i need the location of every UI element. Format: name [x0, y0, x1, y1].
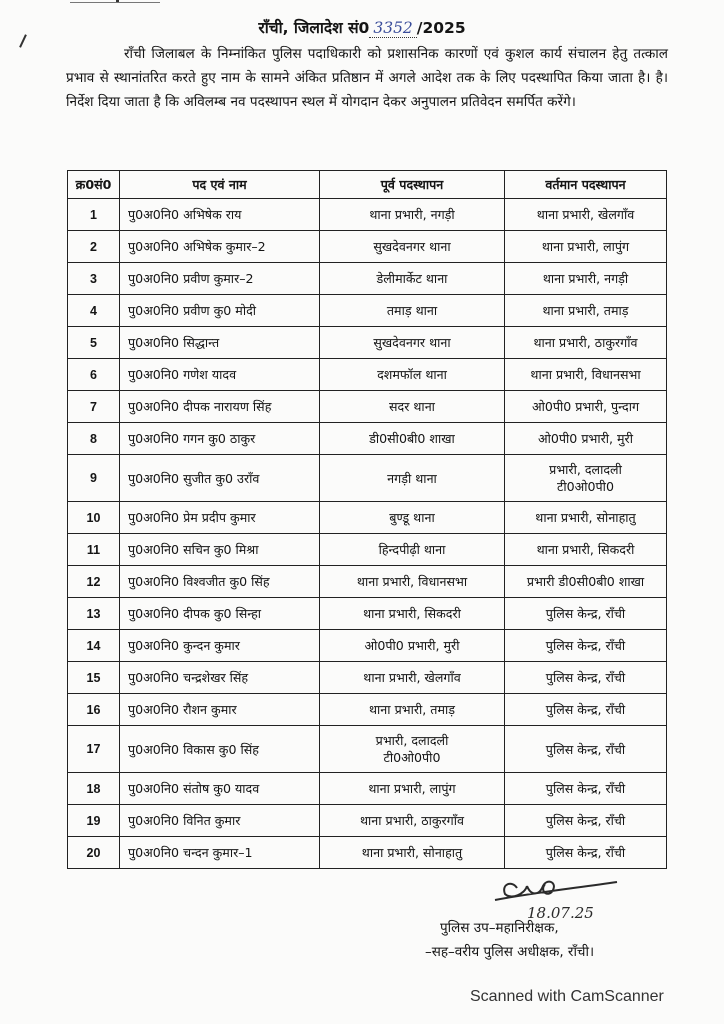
cell-current-posting [505, 694, 667, 726]
table-row [68, 263, 667, 295]
table-row [68, 327, 667, 359]
cell-name-text: पु0अ0नि0 चन्द्रशेखर सिंह [128, 670, 249, 685]
heading-suffix: /2025 [416, 19, 466, 37]
table-header-row [68, 171, 667, 199]
cell-current-posting-text: थाना प्रभारी, विधानसभा [530, 367, 641, 382]
cell-serial-text: 17 [86, 742, 101, 756]
cell-current-posting [505, 805, 667, 837]
order-heading [0, 16, 724, 38]
cell-previous-posting [320, 694, 505, 726]
cell-previous-posting [320, 773, 505, 805]
cell-serial-text: 5 [90, 335, 97, 350]
cell-previous-posting-text: हिन्दपीढ़ी थाना [378, 542, 446, 557]
table-row [68, 773, 667, 805]
order-number: 3352 [369, 19, 416, 38]
table-row [68, 694, 667, 726]
cell-serial-text: 7 [90, 399, 97, 414]
cell-serial [68, 566, 120, 598]
cell-name [120, 423, 320, 455]
cell-current-posting-text: थाना प्रभारी, तमाड़ [542, 303, 629, 318]
cell-previous-posting-text: नगड़ी थाना [387, 470, 437, 486]
cell-serial [68, 359, 120, 391]
cell-previous-posting-text: थाना प्रभारी, ठाकुरगाँव [359, 813, 465, 828]
table-row [68, 630, 667, 662]
cell-previous-posting-text: दशमफॉल थाना [377, 367, 447, 382]
cell-serial-text: 4 [90, 303, 97, 318]
cell-previous-posting [320, 263, 505, 295]
cell-current-posting [505, 327, 667, 359]
cell-previous-posting-text: थाना प्रभारी, तमाड़ [369, 702, 455, 717]
cell-serial [68, 805, 120, 837]
cell-current-posting [505, 662, 667, 694]
table-row [68, 662, 667, 694]
cell-name-text: पु0अ0नि0 गगन कु0 ठाकुर [128, 431, 256, 446]
cell-current-posting [505, 423, 667, 455]
cell-serial-text: 15 [86, 670, 101, 685]
cell-name-text: पु0अ0नि0 प्रवीण कुमार–2 [128, 271, 254, 286]
cell-current-posting-text: थाना प्रभारी, नगड़ी [542, 271, 629, 286]
cell-current-posting [505, 295, 667, 327]
cell-name-text: पु0अ0नि0 अभिषेक कुमार–2 [128, 239, 266, 254]
table-row [68, 391, 667, 423]
top-rule [70, 0, 160, 3]
cell-previous-posting-text: प्रभारी, दलादली [375, 733, 449, 748]
cell-previous-posting-text: सुखदेवनगर थाना [373, 335, 451, 350]
cell-previous-posting-text: थाना प्रभारी, खेलगाँव [363, 670, 461, 685]
cell-current-posting-text: पुलिस केन्द्र, राँची [545, 813, 626, 828]
cell-name [120, 566, 320, 598]
transfer-table [67, 170, 667, 869]
table-row [68, 455, 667, 502]
cell-current-posting-text: ओ0पी0 प्रभारी, पुन्दाग [531, 399, 640, 414]
header-previous-posting: पूर्व पदस्थापन [320, 171, 505, 199]
cell-current-posting [505, 598, 667, 630]
cell-name-text: पु0अ0नि0 अभिषेक राय [128, 207, 242, 222]
signature-date: 18.07.25 [527, 904, 594, 922]
cell-current-posting-text: ओ0पी0 प्रभारी, मुरी [538, 431, 633, 446]
cell-name [120, 263, 320, 295]
table-row [68, 534, 667, 566]
cell-previous-posting-text: डी0सी0बी0 शाखा [369, 431, 455, 446]
cell-current-posting-text: पुलिस केन्द्र, राँची [545, 845, 626, 860]
table-row [68, 359, 667, 391]
cell-current-posting-text: थाना प्रभारी, लापुंग [541, 239, 630, 254]
cell-previous-posting [320, 391, 505, 423]
cell-name-text: पु0अ0नि0 रौशन कुमार [128, 702, 237, 717]
cell-current-posting-text: पुलिस केन्द्र, राँची [545, 781, 626, 796]
cell-previous-posting-text: थाना प्रभारी, लापुंग [368, 781, 456, 796]
cell-previous-posting [320, 199, 505, 231]
cell-name-text: पु0अ0नि0 विश्वजीत कु0 सिंह [128, 574, 270, 589]
cell-current-posting [505, 359, 667, 391]
header-serial: क्र0सं0 [68, 171, 120, 199]
cell-current-posting [505, 837, 667, 869]
cell-name [120, 534, 320, 566]
cell-current-posting [505, 231, 667, 263]
cell-previous-posting [320, 662, 505, 694]
cell-serial-text: 9 [90, 471, 97, 485]
cell-name [120, 327, 320, 359]
cell-serial-text: 16 [86, 702, 101, 717]
cell-name-text: पु0अ0नि0 कुन्दन कुमार [128, 638, 240, 653]
signatory-designation-2: –सह–वरीय पुलिस अधीक्षक, राँची। [425, 944, 595, 960]
cell-serial-text: 20 [86, 845, 101, 860]
cell-serial-text: 19 [86, 813, 101, 828]
cell-current-posting-text: पुलिस केन्द्र, राँची [545, 638, 626, 653]
cell-previous-posting [320, 295, 505, 327]
cell-current-posting-text: थाना प्रभारी, खेलगाँव [536, 207, 635, 222]
cell-current-posting-text: पुलिस केन्द्र, राँची [545, 741, 626, 757]
cell-current-posting [505, 199, 667, 231]
cell-name [120, 598, 320, 630]
table-row [68, 199, 667, 231]
cell-name [120, 231, 320, 263]
cell-serial-text: 2 [90, 239, 97, 254]
cell-previous-posting [320, 630, 505, 662]
cell-serial [68, 630, 120, 662]
cell-name [120, 805, 320, 837]
cell-current-posting-text: टी0ओ0पी0 [557, 479, 614, 494]
top-mark [116, 0, 119, 2]
cell-serial [68, 263, 120, 295]
heading-prefix: राँची, जिलादेश सं0 [258, 19, 370, 37]
cell-current-posting [505, 773, 667, 805]
table-row [68, 231, 667, 263]
cell-serial-text: 8 [90, 431, 97, 446]
cell-name-text: पु0अ0नि0 विनित कुमार [128, 813, 241, 828]
cell-name-text: पु0अ0नि0 प्रेम प्रदीप कुमार [128, 510, 256, 525]
cell-previous-posting [320, 805, 505, 837]
cell-previous-posting [320, 231, 505, 263]
cell-previous-posting-text: ओ0पी0 प्रभारी, मुरी [364, 638, 460, 653]
signatory-designation-1: पुलिस उप–महानिरीक्षक, [440, 920, 559, 936]
cell-previous-posting-text: डेलीमार्केट थाना [376, 271, 448, 286]
cell-previous-posting [320, 534, 505, 566]
cell-current-posting [505, 502, 667, 534]
cell-name [120, 726, 320, 773]
cell-current-posting-text: पुलिस केन्द्र, राँची [545, 670, 626, 685]
cell-current-posting [505, 455, 667, 502]
cell-name-text: पु0अ0नि0 दीपक नारायण सिंह [128, 399, 272, 414]
cell-name [120, 295, 320, 327]
cell-previous-posting [320, 598, 505, 630]
cell-current-posting-text: थाना प्रभारी, ठाकुरगाँव [533, 335, 638, 350]
cell-previous-posting-text: थाना प्रभारी, सिकदरी [363, 606, 461, 621]
cell-serial [68, 199, 120, 231]
cell-name [120, 773, 320, 805]
cell-previous-posting-text: तमाड़ थाना [386, 303, 438, 318]
cell-serial-text: 6 [90, 367, 97, 382]
cell-name-text: पु0अ0नि0 सिद्धान्त [128, 335, 220, 350]
cell-name-text: पु0अ0नि0 दीपक कु0 सिन्हा [128, 606, 262, 621]
cell-current-posting [505, 391, 667, 423]
cell-name-text: पु0अ0नि0 सचिन कु0 मिश्रा [128, 542, 259, 557]
cell-serial [68, 534, 120, 566]
cell-name [120, 199, 320, 231]
cell-serial [68, 694, 120, 726]
cell-serial [68, 455, 120, 502]
cell-previous-posting [320, 726, 505, 773]
cell-previous-posting [320, 423, 505, 455]
table-row [68, 502, 667, 534]
cell-current-posting [505, 566, 667, 598]
cell-serial [68, 726, 120, 773]
cell-name [120, 391, 320, 423]
cell-name-text: पु0अ0नि0 सुजीत कु0 उराँव [128, 470, 260, 486]
cell-serial-text: 1 [90, 207, 97, 222]
table-row [68, 805, 667, 837]
cell-name-text: पु0अ0नि0 चन्दन कुमार–1 [128, 845, 253, 860]
cell-serial [68, 598, 120, 630]
cell-serial [68, 662, 120, 694]
paragraph-text: राँची जिलाबल के निम्नांकित पुलिस पदाधिकारी को प्रशासनिक कारणों एवं कुशल कार्य संचालन हेतु तत्काल प्रभाव से स्थानांतरित करते हुए नाम के सामने अंकित प्रतिष्ठान में अगले आदेश तक के लिए पदस्थापित किया जाता है। है। निर्देश दिया जाता है कि अविलम्ब नव पदस्थापन स्थल में योगदान देकर अनुपालन प्रतिवेदन समर्पित करेंगे। [66, 46, 668, 110]
cell-name [120, 694, 320, 726]
cell-previous-posting [320, 566, 505, 598]
cell-serial-text: 13 [86, 606, 101, 621]
cell-serial [68, 502, 120, 534]
cell-previous-posting [320, 359, 505, 391]
cell-previous-posting-text: थाना प्रभारी, विधानसभा [356, 574, 468, 589]
cell-name-text: पु0अ0नि0 गणेश यादव [128, 367, 237, 382]
header-name: पद एवं नाम [120, 171, 320, 199]
cell-current-posting-text: प्रभारी डी0सी0बी0 शाखा [526, 574, 645, 589]
table-row [68, 566, 667, 598]
cell-current-posting-text: पुलिस केन्द्र, राँची [545, 702, 626, 717]
cell-name [120, 359, 320, 391]
cell-previous-posting-text: सदर थाना [389, 399, 435, 414]
cell-previous-posting-text: थाना प्रभारी, नगड़ी [369, 207, 455, 222]
cell-previous-posting-text: थाना प्रभारी, सोनाहातु [361, 845, 463, 860]
cell-previous-posting [320, 455, 505, 502]
cell-serial [68, 391, 120, 423]
table-row [68, 598, 667, 630]
cell-serial-text: 14 [86, 638, 101, 653]
table-row [68, 726, 667, 773]
cell-name [120, 630, 320, 662]
cell-previous-posting [320, 327, 505, 359]
table-row [68, 295, 667, 327]
cell-previous-posting-text: सुखदेवनगर थाना [373, 239, 451, 254]
header-current-posting: वर्तमान पदस्थापन [505, 171, 667, 199]
cell-current-posting-text: पुलिस केन्द्र, राँची [545, 606, 626, 621]
cell-previous-posting [320, 837, 505, 869]
cell-serial-text: 12 [86, 574, 101, 589]
cell-current-posting [505, 263, 667, 295]
cell-name-text: पु0अ0नि0 प्रवीण कु0 मोदी [128, 303, 257, 318]
cell-serial-text: 3 [90, 271, 97, 286]
order-paragraph [66, 42, 668, 114]
table-row [68, 837, 667, 869]
cell-current-posting-text: थाना प्रभारी, सिकदरी [536, 542, 635, 557]
cell-serial [68, 295, 120, 327]
cell-name [120, 837, 320, 869]
cell-previous-posting-text: बुण्डू थाना [389, 510, 435, 525]
cell-serial [68, 423, 120, 455]
cell-current-posting [505, 534, 667, 566]
cell-name-text: पु0अ0नि0 विकास कु0 सिंह [128, 741, 259, 757]
cell-serial [68, 773, 120, 805]
cell-previous-posting-text: टी0ओ0पी0 [383, 750, 441, 765]
cell-current-posting-text: प्रभारी, दलादली [549, 462, 622, 477]
cell-serial-text: 18 [86, 781, 101, 796]
cell-current-posting-text: थाना प्रभारी, सोनाहातु [535, 510, 636, 525]
cell-current-posting [505, 726, 667, 773]
cell-serial [68, 327, 120, 359]
camscanner-watermark: Scanned with CamScanner [470, 988, 664, 1005]
table-row [68, 423, 667, 455]
cell-name [120, 662, 320, 694]
cell-serial-text: 10 [86, 510, 101, 525]
cell-name-text: पु0अ0नि0 संतोष कु0 यादव [128, 781, 260, 796]
cell-current-posting [505, 630, 667, 662]
cell-previous-posting [320, 502, 505, 534]
cell-serial [68, 231, 120, 263]
cell-name [120, 502, 320, 534]
cell-serial [68, 837, 120, 869]
cell-name [120, 455, 320, 502]
cell-serial-text: 11 [86, 542, 101, 557]
